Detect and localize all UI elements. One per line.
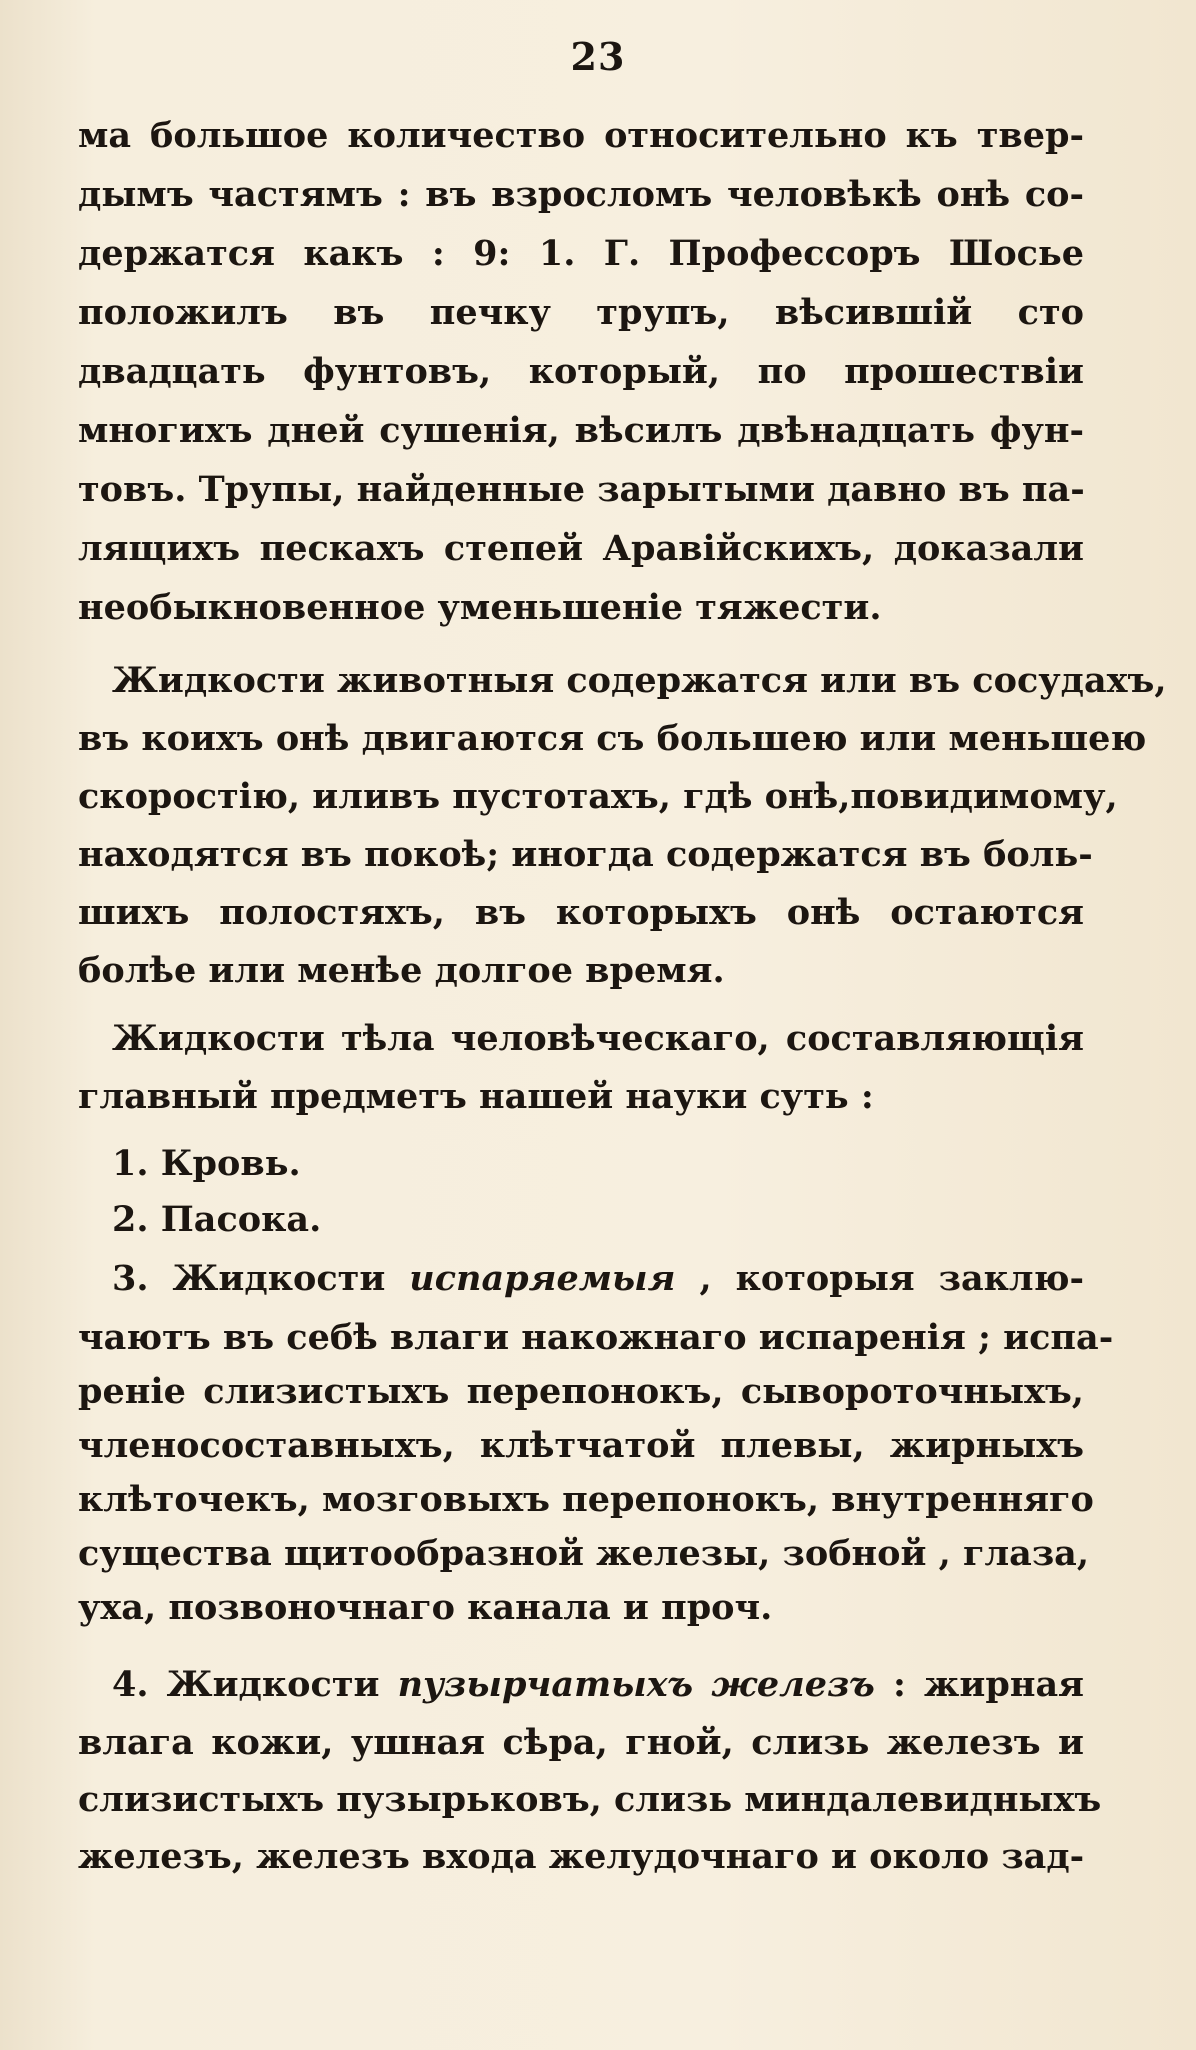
- item-emphasis: пузырчатыхъ железъ: [397, 1664, 875, 1705]
- text-line: Жидкости животныя содержатся или въ сосудахъ,: [112, 660, 1167, 701]
- list-item-blood: 1. Кровь.: [112, 1143, 301, 1184]
- text-line: двадцать фунтовъ, который, по прошествіи: [78, 351, 1084, 392]
- list-item-glandular-fluids: [112, 1655, 1084, 1715]
- text-line: скоростію, иливъ пустотахъ, гдѣ онѣ,повидимому,: [78, 776, 1118, 817]
- text-line: болѣе или менѣе долгое время.: [78, 950, 725, 991]
- page-number: 23: [570, 34, 626, 79]
- text-line: многихъ дней сушенія, вѣсилъ двѣнадцать фун-: [78, 410, 1084, 451]
- item-prefix: 4. Жидкости: [112, 1664, 380, 1705]
- text-line: Жидкости тѣла человѣческаго, составляющія: [112, 1018, 1084, 1059]
- text-line: влага кожи, ушная сѣра, гной, слизь железъ и: [78, 1722, 1084, 1763]
- text-line: дымъ частямъ : въ взросломъ человѣкѣ онѣ со-: [78, 174, 1084, 215]
- item-rest: : жирная: [893, 1664, 1084, 1705]
- text-line: клѣточекъ, мозговыхъ перепонокъ, внутренняго: [78, 1479, 1094, 1520]
- text-line: товъ. Трупы, найденные зарытыми давно въ па-: [78, 469, 1085, 510]
- text-line: лящихъ пескахъ степей Аравійскихъ, доказали: [78, 528, 1084, 569]
- text-line: находятся въ покоѣ; иногда содержатся въ боль-: [78, 834, 1093, 875]
- text-line: необыкновенное уменьшеніе тяжести.: [78, 587, 882, 628]
- text-line: уха, позвоночнаго канала и проч.: [78, 1587, 773, 1628]
- item-rest: , которыя заклю-: [699, 1258, 1085, 1299]
- text-line: существа щитообразной железы, зобной , глаза,: [78, 1533, 1090, 1574]
- text-line: членосоставныхъ, клѣтчатой плевы, жирныхъ: [78, 1425, 1084, 1466]
- text-line: слизистыхъ пузырьковъ, слизь миндалевидныхъ: [78, 1779, 1102, 1820]
- text-line: ма большое количество относительно къ твер-: [78, 115, 1084, 156]
- text-line: чаютъ въ себѣ влаги накожнаго испаренія ; испа-: [78, 1317, 1114, 1358]
- text-line: въ коихъ онѣ двигаются съ большею или меньшею: [78, 718, 1147, 759]
- text-line: держатся какъ : 9: 1. Г. Профессоръ Шосье: [78, 233, 1084, 274]
- item-prefix: 3. Жидкости: [112, 1258, 386, 1299]
- item-emphasis: испаряемыя: [409, 1258, 676, 1299]
- text-line: шихъ полостяхъ, въ которыхъ онѣ остаются: [78, 892, 1084, 933]
- text-line: реніе слизистыхъ перепонокъ, сывороточныхъ,: [78, 1371, 1084, 1412]
- text-line: главный предметъ нашей науки суть :: [78, 1076, 874, 1117]
- list-item-evaporated-fluids: [112, 1249, 1084, 1309]
- text-line: железъ, железъ входа желудочнаго и около зад-: [78, 1836, 1085, 1877]
- text-line: положилъ въ печку трупъ, вѣсившій сто: [78, 292, 1084, 333]
- list-item-lymph: 2. Пасока.: [112, 1199, 322, 1240]
